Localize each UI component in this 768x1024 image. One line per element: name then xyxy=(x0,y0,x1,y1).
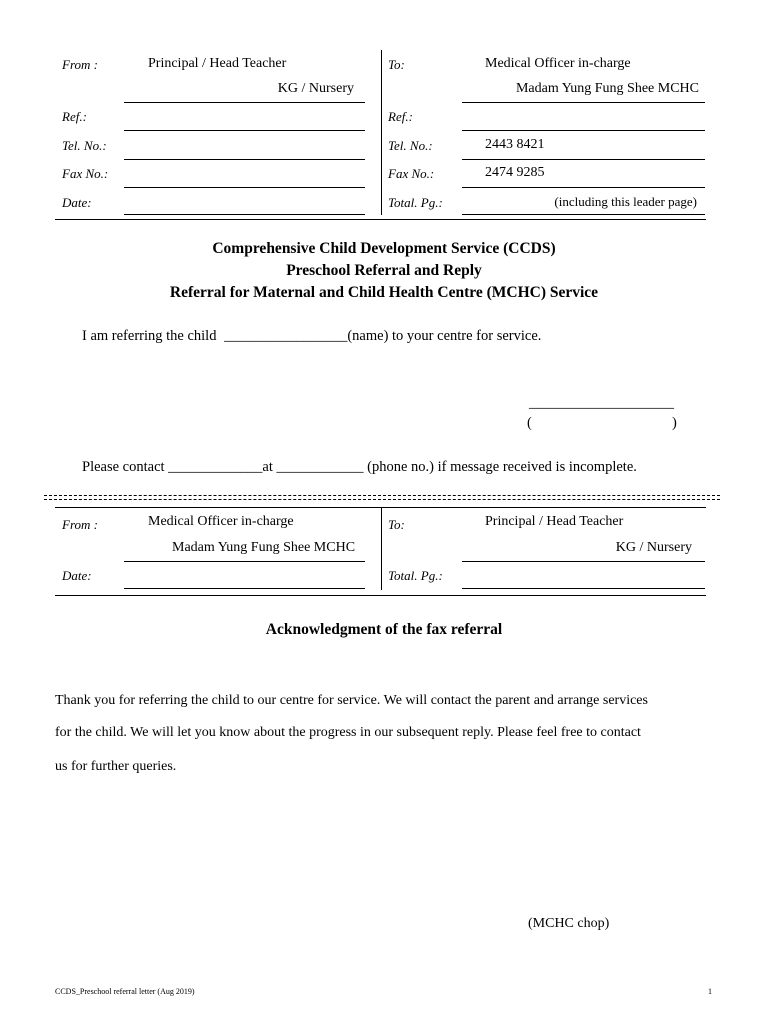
from-line1: Principal / Head Teacher xyxy=(148,56,287,71)
top-header-bottom-rule xyxy=(55,219,706,220)
referral-sentence xyxy=(82,328,541,345)
reply-from-underline xyxy=(124,561,365,562)
fax-label-left: Fax No.: xyxy=(62,166,109,181)
mchc-chop-label: (MCHC chop) xyxy=(528,916,610,931)
from-line2: KG / Nursery xyxy=(277,81,354,96)
reply-date-label: Date: xyxy=(62,568,92,583)
acknowledgment-title: Acknowledgment of the fax referral xyxy=(265,621,503,638)
date-label: Date: xyxy=(62,195,92,210)
to-line1: Medical Officer in-charge xyxy=(485,56,631,71)
acknowledgment-line-3: us for further queries. xyxy=(55,759,177,774)
title-ccds: Comprehensive Child Development Service (CCDS) xyxy=(212,240,556,257)
ref-label-right: Ref.: xyxy=(388,109,413,124)
tel-field-left[interactable] xyxy=(124,159,365,160)
total-pages-label: Total. Pg.: xyxy=(388,195,443,210)
tel-value-right: 2443 8421 xyxy=(485,137,545,152)
signature-line[interactable]: ____________________ xyxy=(529,395,674,411)
from-underline xyxy=(124,102,365,103)
fax-value-right: 2474 9285 xyxy=(485,165,545,180)
title-mchc-service: Referral for Maternal and Child Health Centre (MCHC) Service xyxy=(169,284,599,301)
referral-suffix: (name) to your centre for service. xyxy=(347,328,542,344)
acknowledgment-line-1: Thank you for referring the child to our centre for service. We will contact the parent and arrange services xyxy=(55,693,648,708)
reply-from-line2: Madam Yung Fung Shee MCHC xyxy=(172,540,356,555)
fax-field-left[interactable] xyxy=(124,187,365,188)
reply-to-underline xyxy=(462,561,705,562)
tel-label-right: Tel. No.: xyxy=(388,138,433,153)
date-field[interactable] xyxy=(124,214,365,215)
tel-field-right xyxy=(462,159,705,160)
referral-prefix: I am referring the child xyxy=(82,328,217,344)
to-line2: Madam Yung Fung Shee MCHC xyxy=(515,81,699,96)
reply-from-line1: Medical Officer in-charge xyxy=(148,514,294,529)
reply-total-pages-label: Total. Pg.: xyxy=(388,568,443,583)
reply-date-field[interactable] xyxy=(124,588,365,589)
contact-instructions: Please contact _____________at ____________ (phone no.) if message received is incomplete. xyxy=(82,459,637,475)
reply-from-label: From : xyxy=(62,517,98,532)
total-pages-field[interactable] xyxy=(462,214,705,215)
reply-to-line1: Principal / Head Teacher xyxy=(485,514,624,529)
child-name-blank[interactable]: _________________ xyxy=(224,328,348,344)
top-header-divider xyxy=(381,50,382,215)
fax-field-right xyxy=(462,187,705,188)
from-label: From : xyxy=(62,57,98,72)
section-separator xyxy=(44,495,720,500)
acknowledgment-line-2: for the child. We will let you know about the progress in our subsequent reply. Please feel free to contact xyxy=(55,725,641,740)
to-underline xyxy=(462,102,705,103)
signature-paren-close: ) xyxy=(672,415,677,431)
reply-to-line2: KG / Nursery xyxy=(615,540,692,555)
ref-label-left: Ref.: xyxy=(62,109,87,124)
bottom-header-divider xyxy=(381,507,382,590)
reply-total-pages-field[interactable] xyxy=(462,588,705,589)
tel-label-left: Tel. No.: xyxy=(62,138,107,153)
footer-page-number: 1 xyxy=(708,987,712,996)
reply-to-label: To: xyxy=(388,517,405,532)
fax-label-right: Fax No.: xyxy=(388,166,435,181)
ref-field-right[interactable] xyxy=(462,130,705,131)
bottom-header-bottom-rule xyxy=(55,595,706,596)
ref-field-left[interactable] xyxy=(124,130,365,131)
total-pages-note: (including this leader page) xyxy=(554,194,697,209)
signature-paren-open: ( xyxy=(527,415,532,431)
to-label: To: xyxy=(388,57,405,72)
footer-doc-id: CCDS_Preschool referral letter (Aug 2019) xyxy=(55,987,195,996)
bottom-header-top-rule xyxy=(55,507,706,508)
title-preschool-referral: Preschool Referral and Reply xyxy=(286,262,482,279)
